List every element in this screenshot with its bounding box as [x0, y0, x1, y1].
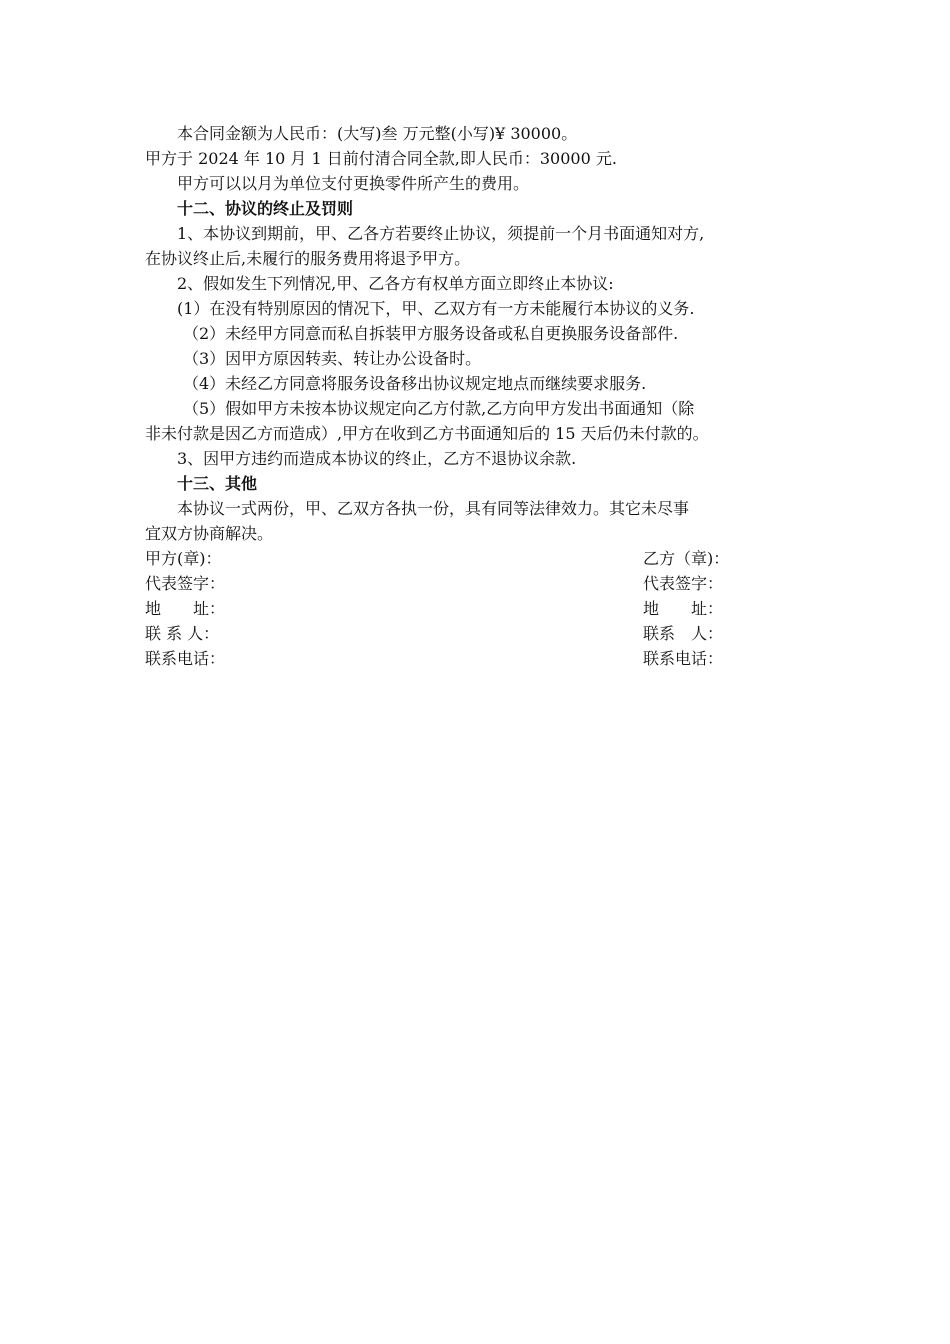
party-a-rep: 代表签字： — [145, 574, 226, 593]
signature-row-contact — [145, 621, 815, 646]
signature-row-seal — [145, 546, 815, 571]
payment-line: 甲方于 2024 年 10 月 1 日前付清合同全款,即人民币：30000 元. — [145, 149, 617, 168]
section-12-item-3: 3、因甲方违约而造成本协议的终止，乙方不退协议余款. — [177, 449, 577, 468]
section-12-heading: 十二、协议的终止及罚则 — [177, 199, 354, 218]
document-page — [145, 121, 815, 671]
section-12-sub-5-line-1: （5）假如甲方未按本协议规定向乙方付款,乙方向甲方发出书面通知（除 — [183, 399, 695, 418]
signature-row-rep — [145, 571, 815, 596]
party-b-phone: 联系电话： — [643, 649, 724, 668]
section-12-sub-3: （3）因甲方原因转卖、转让办公设备时。 — [183, 349, 482, 368]
section-12-sub-2: （2）未经甲方同意而私自拆装甲方服务设备或私自更换服务设备部件. — [183, 324, 679, 343]
party-b-rep: 代表签字： — [643, 574, 724, 593]
party-b-seal: 乙方（章)： — [643, 549, 730, 568]
party-b-contact: 联系 人： — [643, 624, 724, 643]
section-12-sub-5-line-2: 非未付款是因乙方而造成）,甲方在收到乙方书面通知后的 15 天后仍未付款的。 — [145, 424, 709, 443]
party-a-address: 地 址： — [145, 599, 226, 618]
section-12-item-1-line-1: 1、本协议到期前，甲、乙各方若要终止协议，须提前一个月书面通知对方, — [177, 224, 705, 243]
signature-row-address — [145, 596, 815, 621]
section-13-body-line-1: 本协议一式两份，甲、乙双方各执一份，具有同等法律效力。其它未尽事 — [177, 499, 690, 518]
signature-row-phone — [145, 646, 815, 671]
amount-line: 本合同金额为人民币：(大写)叁 万元整(小写)¥ 30000。 — [177, 124, 578, 143]
section-12-item-2: 2、假如发生下列情况,甲、乙各方有权单方面立即终止本协议: — [177, 274, 614, 293]
party-a-seal: 甲方(章)： — [145, 549, 222, 568]
section-12-item-1-line-2: 在协议终止后,未履行的服务费用将退予甲方。 — [145, 249, 471, 268]
monthly-payment-line: 甲方可以以月为单位支付更换零件所产生的费用。 — [177, 174, 530, 193]
section-12-sub-4: （4）未经乙方同意将服务设备移出协议规定地点而继续要求服务. — [183, 374, 647, 393]
section-13-body-line-2: 宜双方协商解决。 — [145, 524, 274, 543]
party-b-address: 地 址： — [643, 599, 724, 618]
section-12-sub-1: (1）在没有特别原因的情况下，甲、乙双方有一方未能履行本协议的义务. — [177, 299, 695, 318]
section-13-heading: 十三、其他 — [177, 474, 258, 493]
party-a-phone: 联系电话： — [145, 649, 226, 668]
party-a-contact: 联 系 人： — [145, 624, 220, 643]
